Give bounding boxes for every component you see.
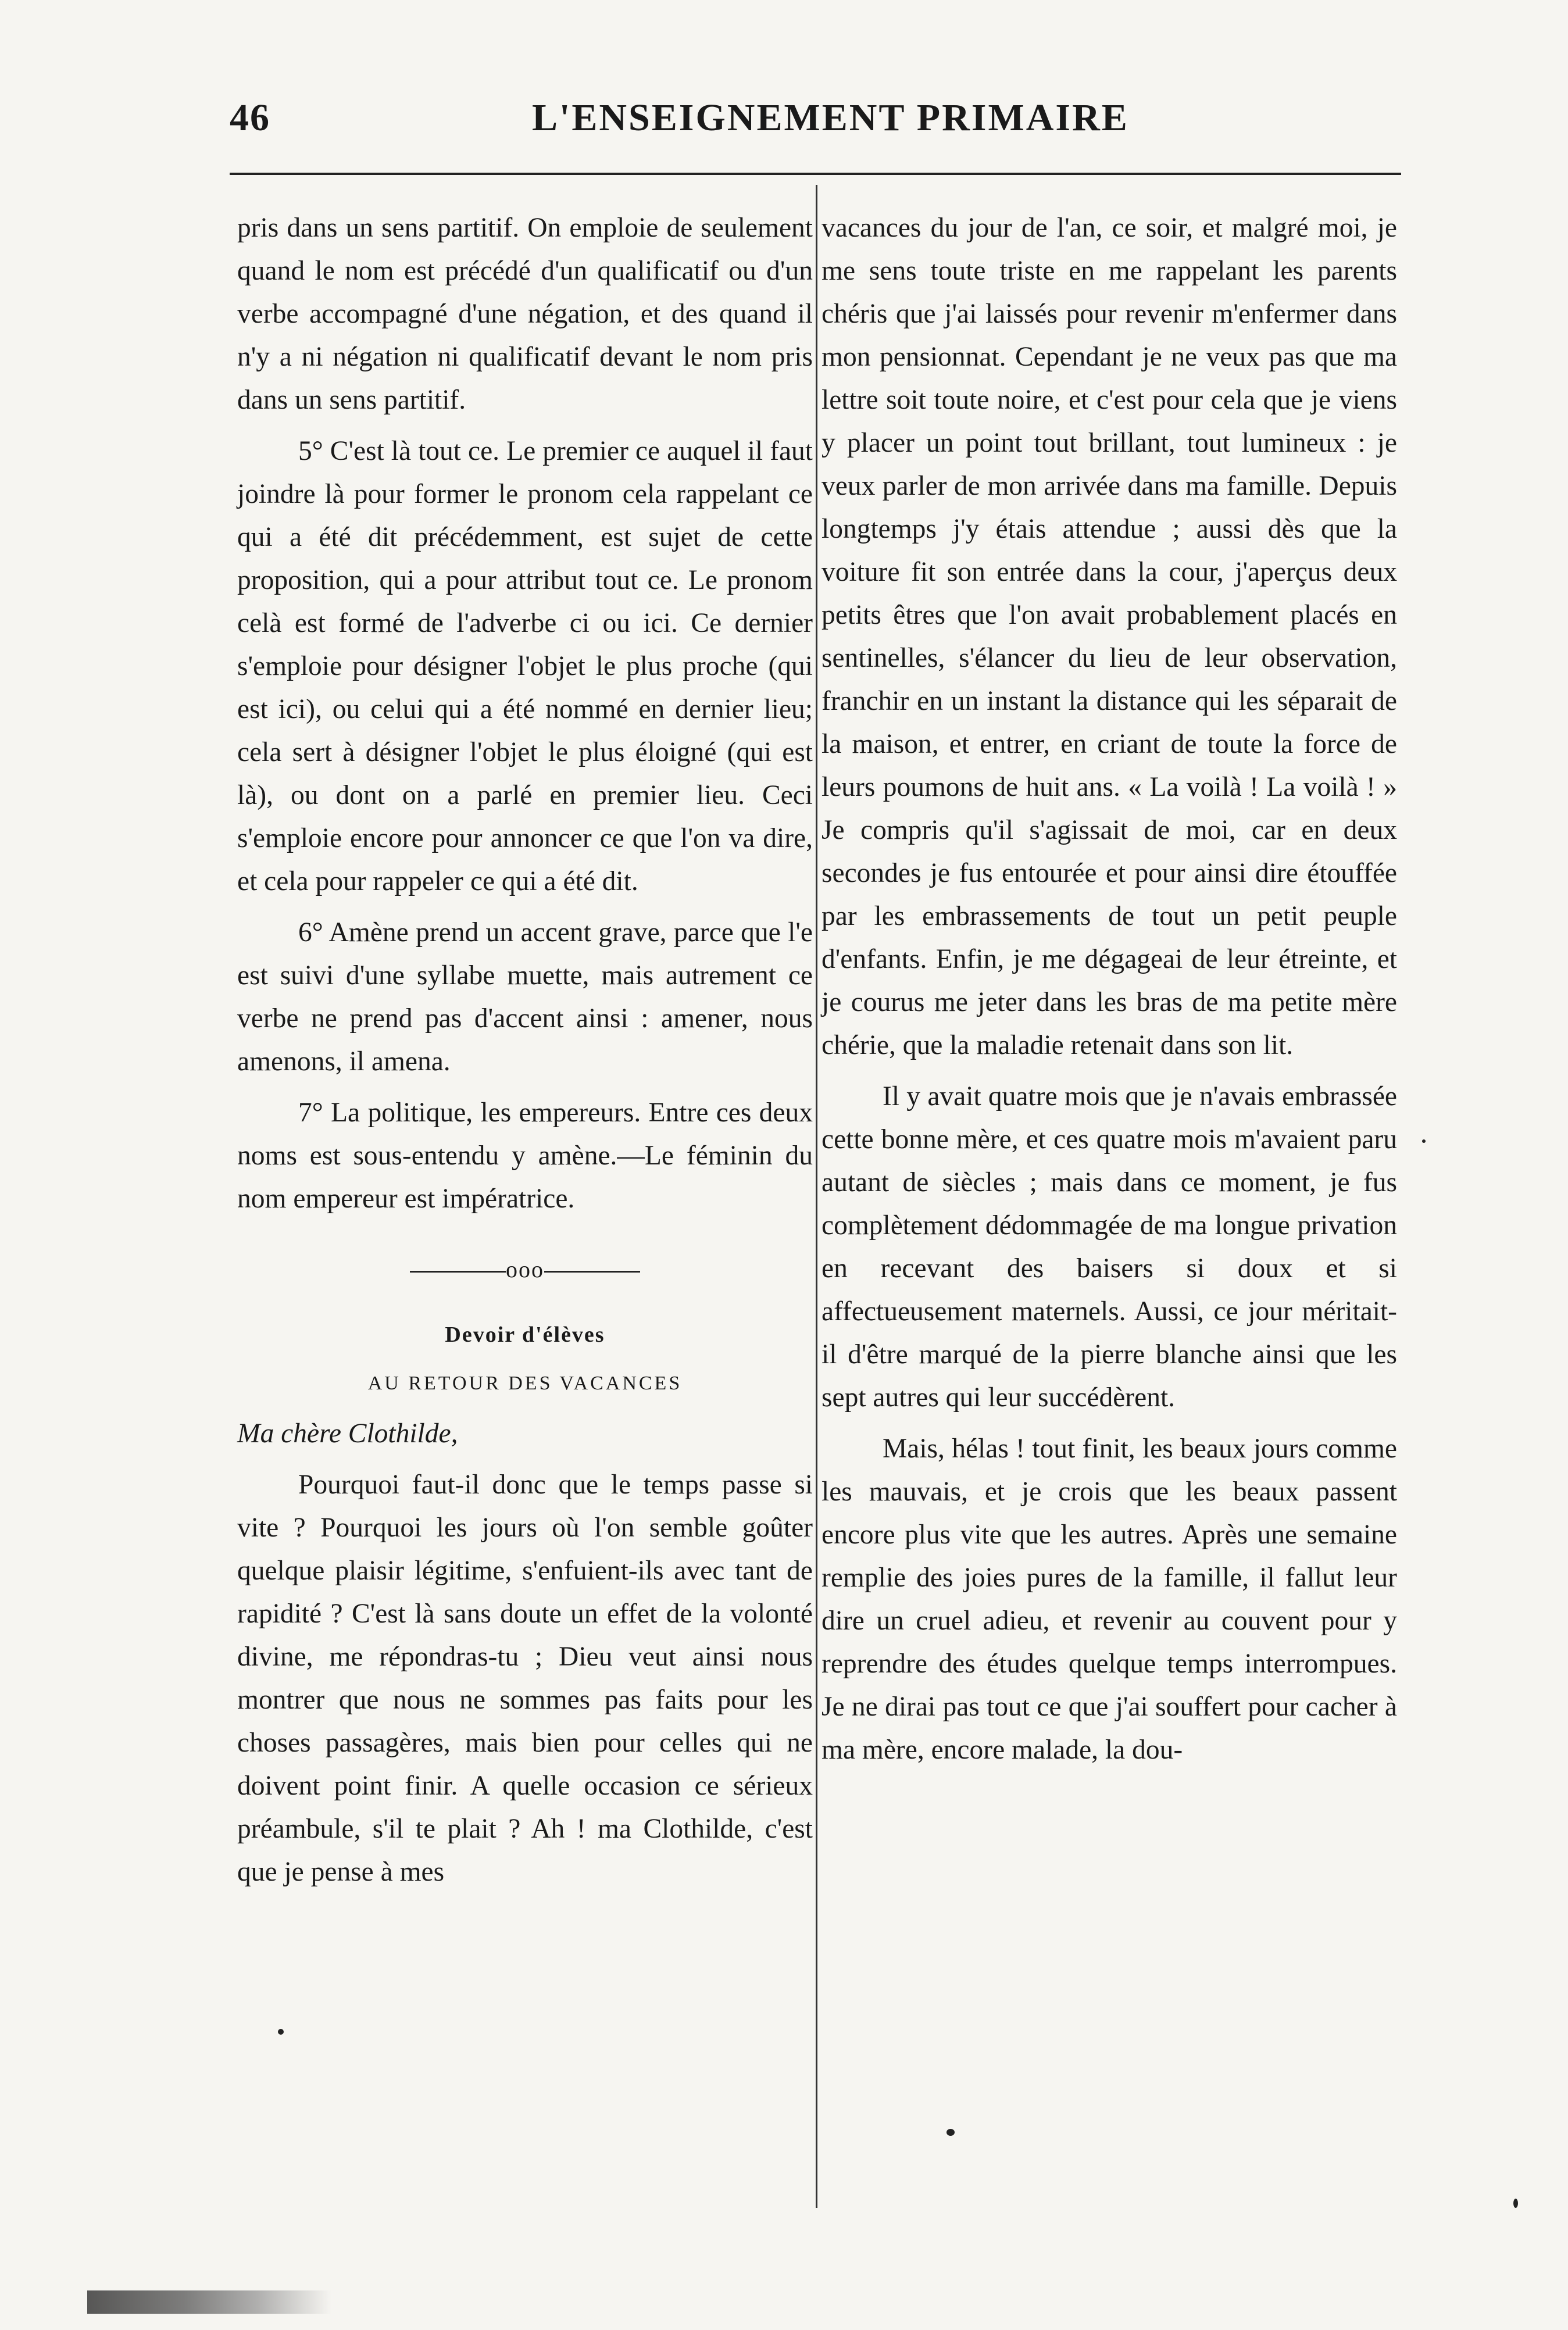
scan-artifact: [87, 2290, 331, 2314]
ornament-dash: [410, 1271, 506, 1273]
section-heading: Devoir d'élèves: [445, 1323, 605, 1347]
scan-speck: [278, 2029, 284, 2035]
section-subheading: AU RETOUR DES VACANCES: [367, 1373, 683, 1394]
ornament-dash: [544, 1271, 640, 1273]
paragraph: Il y avait quatre mois que je n'avais embrassée cette bonne mère, et ces quatre mois m'avaient paru autant de siècles ; mais dans ce moment, je fus complètement dédommagée de ma longue privation en recevant des baisers si doux et si affectueusement maternels. Aussi, ce jour méritait-il d'être marqué de la pierre blanche ainsi que les sept autres qui leur succédèrent.: [821, 1081, 1397, 1413]
scan-speck: [1513, 2199, 1518, 2208]
running-title: L'ENSEIGNEMENT PRIMAIRE: [532, 97, 1129, 139]
paragraph: pris dans un sens partitif. On emploie de seulement quand le nom est précédé d'un qualificatif ou d'un verbe accompagné d'une négation, et des quand il n'y a ni négation ni qualificatif devant le nom pris dans un sens partitif.: [237, 213, 813, 415]
section-ornament: [237, 1248, 813, 1291]
column-divider: [816, 185, 817, 2208]
paragraph: 6° Amène prend un accent grave, parce que l'e est suivi d'une syllabe muette, mais autrement ce verbe ne prend pas d'accent ainsi : amener, nous amenons, il amena.: [237, 917, 813, 1077]
left-column: [237, 206, 813, 1902]
right-column: [821, 206, 1397, 1771]
page-header: [230, 96, 1398, 148]
header-rule: [230, 173, 1401, 175]
paragraph: 7° La politique, les empereurs. Entre ces deux noms est sous-entendu y amène.—Le féminin du nom empereur est impératrice.: [237, 1098, 813, 1214]
ornament-text: ooo: [506, 1256, 544, 1282]
paragraph: vacances du jour de l'an, ce soir, et malgré moi, je me sens toute triste en me rappelant les parents chéris que j'ai laissés pour revenir m'enfermer dans mon pensionnat. Cependant je ne veux pas que ma lettre soit toute noire, et c'est pour cela que je viens y placer un point tout brillant, tout lumineux : je veux parler de mon arrivée dans ma famille. Depuis longtemps j'y étais attendue ; aussi dès que la voiture fit son entrée dans la cour, j'aperçus deux petits êtres que l'on avait probablement placés en sentinelles, s'élancer du lieu de leur observation, franchir en un instant la distance qui les séparait de la maison, et entrer, en criant de toute la force de leurs poumons de huit ans. « La voilà ! La voilà ! » Je compris qu'il s'agissait de moi, car en deux secondes je fus entourée et pour ainsi dire étouffée par les embrassements de tout un petit peuple d'enfants. Enfin, je me dégageai de leur étreinte, et je courus me jeter dans les bras de ma petite mère chérie, que la maladie retenait dans son lit.: [821, 213, 1397, 1060]
paragraph: Mais, hélas ! tout finit, les beaux jours comme les mauvais, et je crois que les beaux passent encore plus vite que les autres. Après une semaine remplie des joies pures de la famille, il fallut leur dire un cruel adieu, et revenir au couvent pour y reprendre des études quelque temps interrompues. Je ne dirai pas tout ce que j'ai souffert pour cacher à ma mère, encore malade, la dou-: [821, 1434, 1397, 1765]
paragraph: Pourquoi faut-il donc que le temps passe si vite ? Pourquoi les jours où l'on semble goûter quelque plaisir légitime, s'enfuient-ils avec tant de rapidité ? C'est là sans doute un effet de la volonté divine, me répondras-tu ; Dieu veut ainsi nous montrer que nous ne sommes pas faits pour les choses passagères, mais bien pour celles qui ne doivent point finir. A quelle occasion ce sérieux préambule, s'il te plait ? Ah ! ma Clothilde, c'est que je pense à mes: [237, 1470, 813, 1887]
page-number: 46: [230, 97, 270, 139]
scan-speck: [1422, 1139, 1426, 1143]
paragraph: 5° C'est là tout ce. Le premier ce auquel il faut joindre là pour former le pronom cela rappelant ce qui a été dit précédemment, est sujet de cette proposition, qui a pour attribut tout ce. Le pronom celà est formé de l'adverbe ci ou ici. Ce dernier s'emploie pour désigner l'objet le plus proche (qui est ici), ou celui qui a été nommé en dernier lieu; cela sert à désigner l'objet le plus éloigné (qui est là), ou dont on a parlé en premier lieu. Ceci s'emploie encore pour annoncer ce que l'on va dire, et cela pour rappeler ce qui a été dit.: [237, 436, 813, 896]
letter-salutation: Ma chère Clothilde,: [237, 1418, 458, 1449]
scan-speck: [946, 2129, 955, 2136]
